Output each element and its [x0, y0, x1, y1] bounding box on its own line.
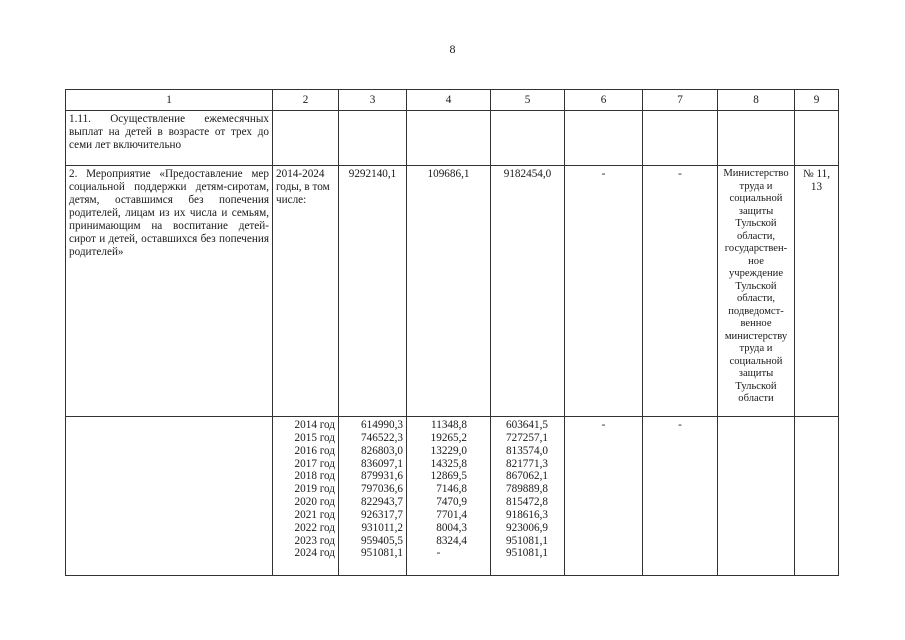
empty-cell	[795, 111, 839, 166]
col5-year-value: 951081,1	[506, 547, 548, 560]
table-row-1-11	[66, 111, 839, 166]
empty-cell	[643, 111, 718, 166]
col3-year-value: 836097,1	[361, 457, 403, 470]
col5-year-value: 923006,9	[506, 521, 548, 534]
col3-year-value: 959405,5	[361, 534, 403, 547]
activity-name-cell: 1.11. Осуществление ежемесячных выплат на детей в возрасте от трех до семи лет включительно	[66, 111, 273, 166]
year-label: 2015 год	[294, 431, 335, 444]
year-label: 2023 год	[294, 534, 335, 547]
col5-year-value: 821771,3	[506, 457, 548, 470]
activity-name-cell: 2. Мероприятие «Предоставление мер социальной поддержки детям-сиротам, детям, оставшимся без попечения родителей, лицам из их числа и семьям, принимающим на воспитание детей-сирот и детей, оставшихся без попечения родителей»	[66, 166, 273, 417]
col4-year-value: 12869,5	[430, 470, 467, 483]
col3-year-value: 926317,7	[361, 508, 403, 521]
header-cell: 2	[273, 90, 339, 111]
col4-year-value: 8324,4	[436, 534, 467, 547]
col4-year-value: 13229,0	[430, 444, 467, 457]
empty-cell	[718, 417, 795, 576]
col5-year-value: 867062,1	[506, 470, 548, 483]
col4-yearly-list	[410, 419, 487, 560]
col3-year-value: 797036,6	[361, 483, 403, 496]
col4-year-value: 11348,8	[431, 419, 467, 431]
years-cell	[273, 417, 339, 576]
empty-cell	[795, 417, 839, 576]
col5-year-value: 603641,5	[506, 419, 548, 431]
header-cell: 4	[407, 90, 491, 111]
col5-year-value: 789889,8	[506, 483, 548, 496]
page-number: 8	[449, 42, 456, 56]
year-label: 2024 год	[294, 547, 335, 560]
year-label: 2014 год	[294, 419, 335, 431]
header-cell: 3	[339, 90, 407, 111]
table-row-years	[66, 417, 839, 576]
year-label: 2017 год	[294, 457, 335, 470]
header-cell: 7	[643, 90, 718, 111]
col3-year-value: 951081,1	[361, 547, 403, 560]
col4-funding-cell: 109686,1	[407, 166, 491, 417]
table-row-2	[66, 166, 839, 417]
col7-funding-cell: -	[643, 166, 718, 417]
col3-year-value: 746522,3	[361, 431, 403, 444]
col4-year-value: 19265,2	[430, 431, 467, 444]
period-cell: 2014-2024 годы, в том числе:	[273, 166, 339, 417]
col3-year-value: 822943,7	[361, 496, 403, 509]
col5-year-value: 813574,0	[506, 444, 548, 457]
col4-year-value: 8004,3	[436, 521, 467, 534]
year-label: 2021 год	[294, 508, 335, 521]
year-label: 2018 год	[294, 470, 335, 483]
empty-cell	[66, 417, 273, 576]
col5-year-value: 815472,8	[506, 496, 548, 509]
col4-year-value: 7146,8	[436, 483, 467, 496]
col4-yearly-cell	[407, 417, 491, 576]
empty-cell	[491, 111, 565, 166]
year-label: 2016 год	[294, 444, 335, 457]
col7-yearly-cell: -	[643, 417, 718, 576]
empty-cell	[565, 111, 643, 166]
col4-year-value: 14325,8	[430, 457, 467, 470]
col3-yearly-list	[342, 419, 403, 560]
col4-year-value: 7701,4	[436, 508, 467, 521]
years-list	[276, 419, 335, 560]
header-row	[66, 90, 839, 111]
total-funding-cell: 9292140,1	[339, 166, 407, 417]
header-cell: 5	[491, 90, 565, 111]
header-cell: 6	[565, 90, 643, 111]
col3-year-value: 879931,6	[361, 470, 403, 483]
empty-cell	[339, 111, 407, 166]
header-cell: 9	[795, 90, 839, 111]
col5-year-value: 951081,1	[506, 534, 548, 547]
col5-yearly-cell	[491, 417, 565, 576]
year-label: 2020 год	[294, 496, 335, 509]
col4-year-value: -	[436, 547, 441, 560]
col3-year-value: 826803,0	[361, 444, 403, 457]
program-table	[65, 89, 839, 576]
col5-yearly-list	[494, 419, 561, 560]
header-cell: 1	[66, 90, 273, 111]
col5-year-value: 727257,1	[506, 431, 548, 444]
col6-yearly-cell: -	[565, 417, 643, 576]
header-cell: 8	[718, 90, 795, 111]
col3-yearly-cell	[339, 417, 407, 576]
col5-year-value: 918616,3	[506, 508, 548, 521]
executor-cell: Министерство труда и социальной защиты Тульской области, государствен-ное учреждение Тульской области, подведомст-венное министерству труда и социальной защиты Тульской области	[718, 166, 795, 417]
indicators-cell: № 11, 13	[795, 166, 839, 417]
year-label: 2022 год	[294, 521, 335, 534]
empty-cell	[273, 111, 339, 166]
empty-cell	[407, 111, 491, 166]
col5-funding-cell: 9182454,0	[491, 166, 565, 417]
year-label: 2019 год	[294, 483, 335, 496]
col6-funding-cell: -	[565, 166, 643, 417]
col3-year-value: 931011,2	[361, 521, 403, 534]
col4-year-value: 7470,9	[436, 496, 467, 509]
col3-year-value: 614990,3	[361, 419, 403, 431]
empty-cell	[718, 111, 795, 166]
